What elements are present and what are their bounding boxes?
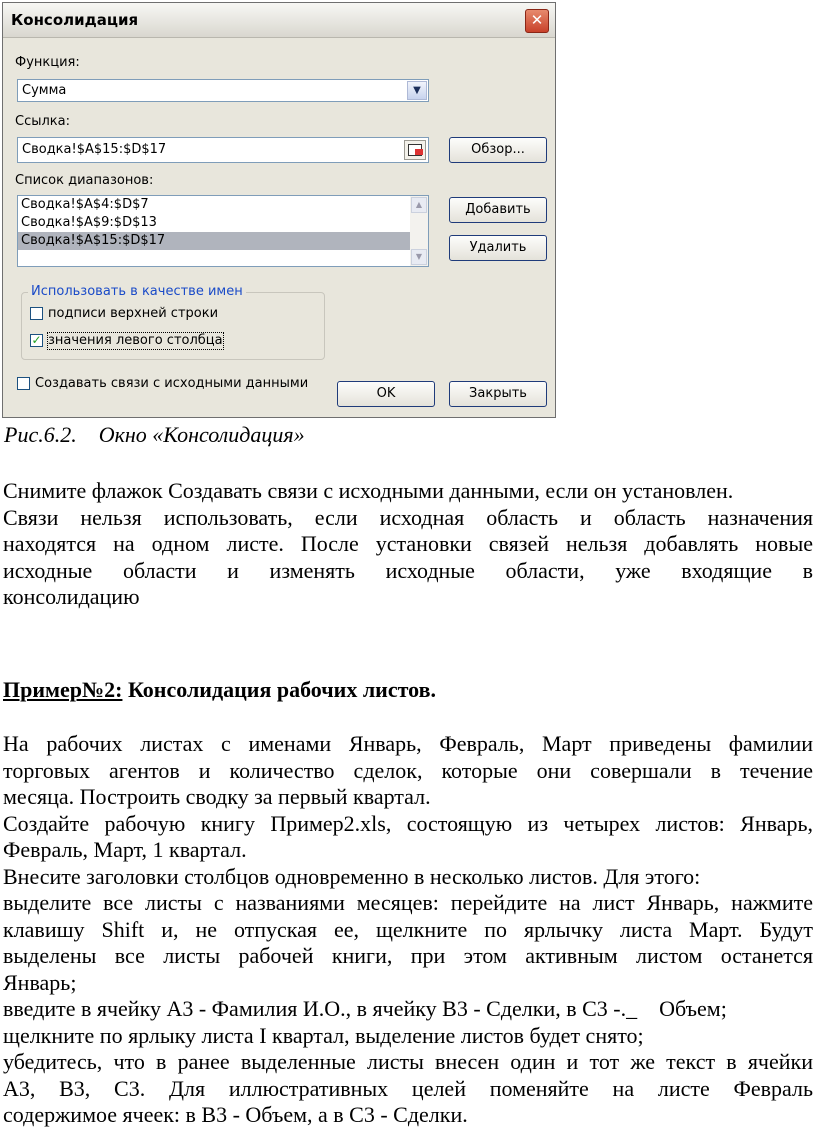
consolidate-dialog: [2, 2, 556, 418]
create-links-label: Создавать связи с исходными данными: [35, 376, 309, 391]
browse-button[interactable]: Обзор...: [449, 137, 547, 163]
reference-input[interactable]: [17, 137, 429, 163]
ok-button[interactable]: OK: [337, 381, 435, 407]
text-line: введите в ячейку А3 - Фамилия И.О., в ячейку В3 - Сделки, в С3 -._ Объем;: [3, 996, 727, 1021]
ranges-listbox[interactable]: [17, 195, 429, 267]
paragraph-2: [3, 731, 813, 1129]
dropdown-arrow-icon[interactable]: ▼: [407, 81, 427, 100]
function-select[interactable]: [17, 79, 429, 102]
text-line: Январь;: [3, 969, 77, 995]
text-line: консолидацию: [3, 584, 140, 609]
scroll-up-icon[interactable]: ▲: [411, 197, 427, 213]
text-line: Создайте рабочую книгу Пример2.xls, состоящую из четырех листов: Январь,: [3, 810, 813, 836]
text-line: торговых агентов и количество сделок, которые они совершали в течение: [3, 757, 813, 783]
list-item-selected[interactable]: Сводка!$A$15:$D$17: [18, 232, 428, 250]
use-labels-group: [21, 284, 325, 360]
reference-value: Сводка!$A$15:$D$17: [22, 142, 167, 157]
reference-label: Ссылка:: [15, 114, 70, 129]
example-heading-prefix: Пример№2:: [3, 677, 123, 702]
delete-button[interactable]: Удалить: [449, 235, 547, 261]
text-line: А3, В3, С3. Для иллюстративных целей поменяйте на листе Февраль: [3, 1075, 813, 1101]
ranges-label: Список диапазонов:: [15, 173, 154, 188]
text-line: щелкните по ярлыку листа I квартал, выделение листов будет снято;: [3, 1022, 644, 1048]
example-heading: [3, 677, 436, 703]
range-select-icon[interactable]: [404, 140, 426, 160]
figure-caption: Рис.6.2. Окно «Консолидация»: [4, 422, 305, 447]
text-line: клавишу Shift и, не отпуская ее, щелкните по ярлычку листа Март. Будут: [3, 916, 813, 942]
paragraph-1: [3, 478, 813, 611]
dialog-title: Консолидация: [11, 11, 139, 29]
list-item[interactable]: Сводка!$A$4:$D$7: [21, 197, 149, 212]
text-line: исходные области и изменять исходные области, уже входящие в: [3, 557, 813, 583]
scroll-down-icon[interactable]: ▼: [411, 249, 427, 265]
text-line: содержимое ячеек: в В3 - Объем, а в С3 - Сделки.: [3, 1102, 468, 1127]
create-links-checkbox[interactable]: [17, 377, 30, 390]
top-row-checkbox[interactable]: [30, 307, 43, 320]
list-item[interactable]: Сводка!$A$9:$D$13: [21, 215, 157, 230]
add-button[interactable]: Добавить: [449, 197, 547, 223]
text-line: находятся на одном листе. После установки связей нельзя добавлять новые: [3, 531, 813, 556]
text-line: Снимите флажок Создавать связи с исходными данными, если он установлен.: [3, 478, 734, 503]
checkmark-icon: ✓: [31, 333, 42, 347]
left-column-checkbox[interactable]: [30, 334, 43, 347]
text-line: месяца. Построить сводку за первый квартал.: [3, 784, 431, 809]
top-row-label: подписи верхней строки: [48, 306, 219, 321]
example-heading-text: Консолидация рабочих листов.: [122, 677, 436, 702]
text-line: Связи нельзя использовать, если исходная область и область назначения: [3, 504, 813, 530]
close-icon[interactable]: ✕: [525, 9, 549, 33]
close-button[interactable]: Закрыть: [449, 381, 547, 407]
function-value: Сумма: [22, 83, 67, 98]
listbox-scrollbar[interactable]: [410, 196, 428, 266]
text-line: убедитесь, что в ранее выделенные листы внесен один и тот же текст в ячейки: [3, 1049, 813, 1074]
dialog-titlebar[interactable]: [3, 3, 555, 38]
text-line: выделите все листы с названиями месяцев: перейдите на лист Январь, нажмите: [3, 890, 813, 915]
function-label: Функция:: [15, 55, 80, 70]
text-line: выделены все листы рабочей книги, при этом активным листом останется: [3, 943, 813, 968]
text-line: На рабочих листах с именами Январь, Февраль, Март приведены фамилии: [3, 731, 813, 756]
text-line: Февраль, Март, 1 квартал.: [3, 837, 247, 862]
use-labels-group-title: Использовать в качестве имен: [28, 284, 246, 299]
text-line: Внесите заголовки столбцов одновременно в несколько листов. Для этого:: [3, 863, 701, 889]
left-column-label: значения левого столбца: [48, 333, 223, 348]
